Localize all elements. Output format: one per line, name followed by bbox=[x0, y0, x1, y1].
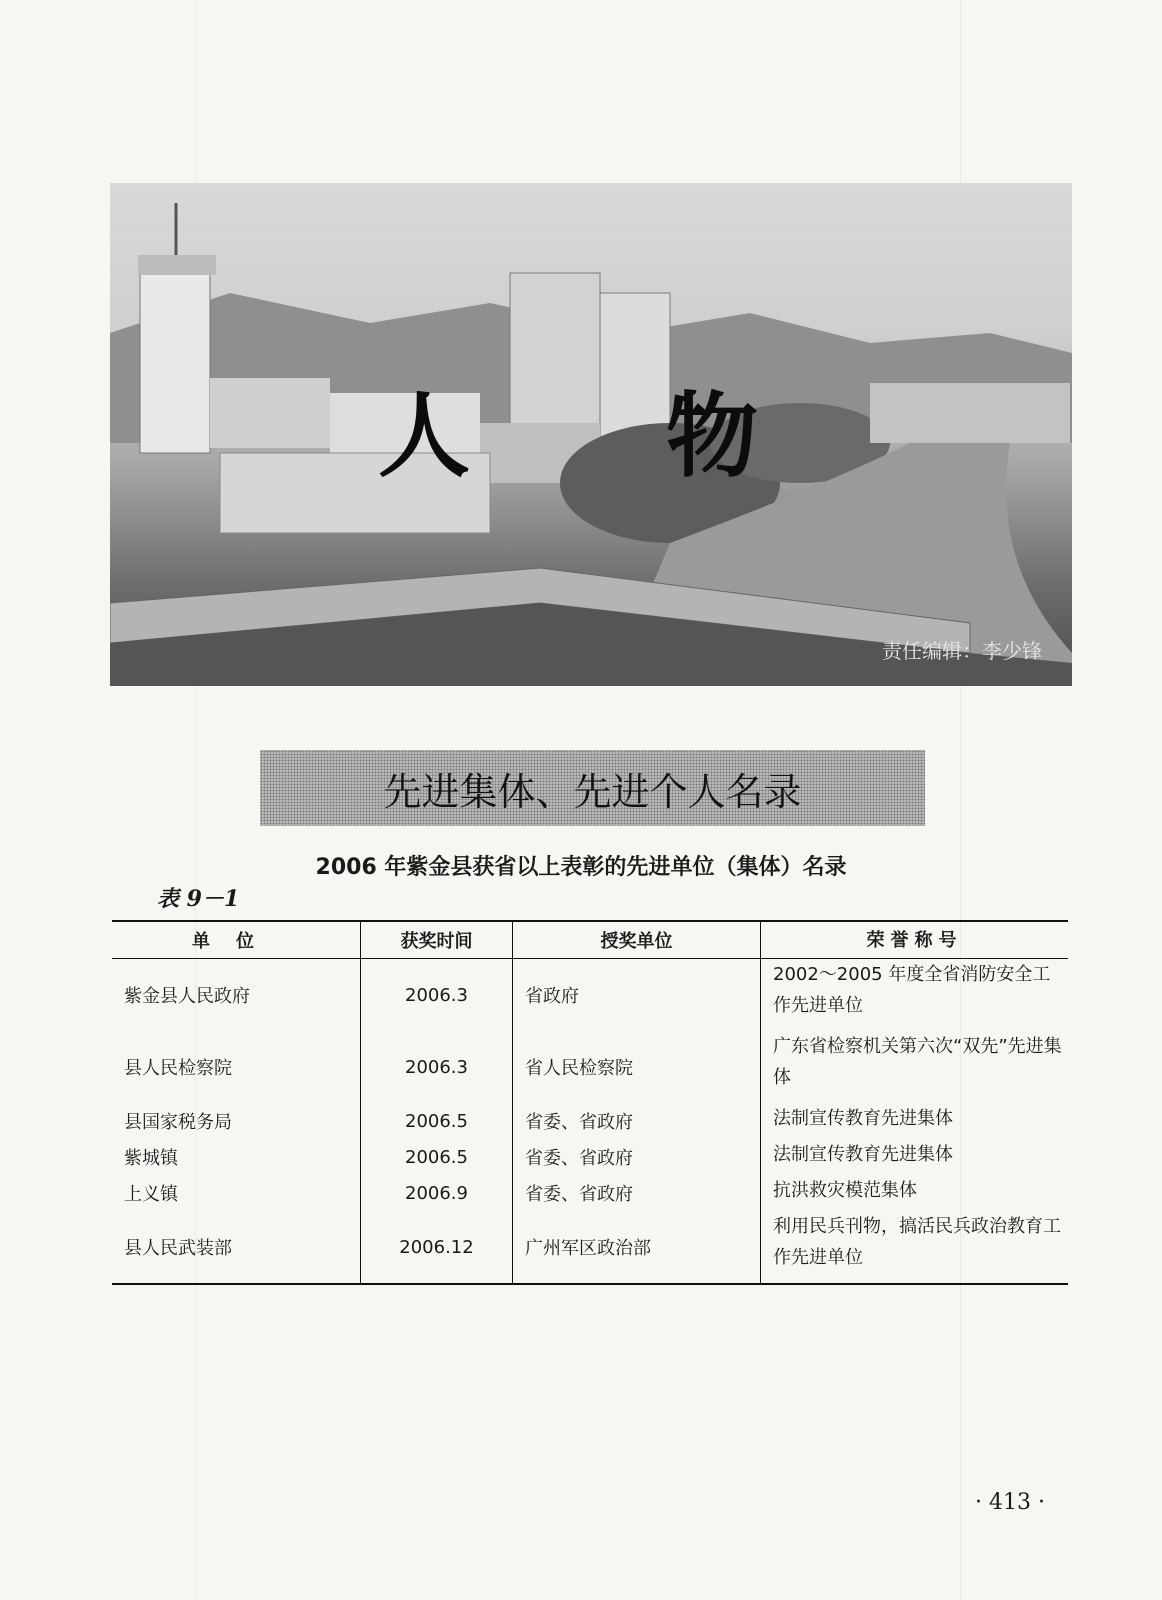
column-header-date: 获奖时间 bbox=[360, 922, 512, 958]
honor-cell: 法制宣传教育先进集体 bbox=[760, 1139, 1068, 1175]
column-header-honor: 荣誉称号 bbox=[760, 922, 1068, 958]
table-row bbox=[112, 1103, 1068, 1139]
honor-cell: 抗洪救灾模范集体 bbox=[760, 1175, 1068, 1211]
unit-cell: 县国家税务局 bbox=[124, 1112, 232, 1133]
city-skyline-illustration bbox=[110, 183, 1072, 686]
table-title: 2006 年紫金县获省以上表彰的先进单位（集体）名录 bbox=[315, 855, 847, 880]
table-row bbox=[112, 1211, 1068, 1283]
honor-cell: 法制宣传教育先进集体 bbox=[760, 1103, 1068, 1139]
column-header-unit: 单位 bbox=[192, 931, 280, 952]
page-number: · 413 · bbox=[975, 1490, 1045, 1515]
honor-cell: 利用民兵刊物，搞活民兵政治教育工作先进单位 bbox=[760, 1211, 1068, 1283]
date-cell: 2006.5 bbox=[360, 1103, 512, 1139]
unit-cell: 上义镇 bbox=[124, 1184, 178, 1205]
unit-cell: 紫金县人民政府 bbox=[124, 986, 250, 1007]
table-header-row bbox=[112, 922, 1068, 959]
awarder-cell: 省委、省政府 bbox=[512, 1103, 760, 1139]
banner-title-left: 人 bbox=[378, 382, 471, 490]
awarder-cell: 省人民检察院 bbox=[512, 1031, 760, 1103]
table-number: 表 9－1 bbox=[157, 886, 240, 912]
editor-credit: 责任编辑：李少锋 bbox=[882, 639, 1042, 663]
banner-photo bbox=[110, 183, 1072, 686]
date-cell: 2006.5 bbox=[360, 1139, 512, 1175]
date-cell: 2006.9 bbox=[360, 1175, 512, 1211]
date-cell: 2006.3 bbox=[360, 959, 512, 1031]
section-title: 先进集体、先进个人名录 bbox=[260, 750, 925, 826]
date-cell: 2006.12 bbox=[360, 1211, 512, 1283]
table-row bbox=[112, 1139, 1068, 1175]
unit-cell: 县人民武装部 bbox=[124, 1238, 232, 1259]
table-row bbox=[112, 1031, 1068, 1103]
honor-cell: 广东省检察机关第六次“双先”先进集体 bbox=[760, 1031, 1068, 1103]
honors-table bbox=[112, 920, 1068, 1285]
banner-title-right: 物 bbox=[666, 382, 759, 490]
table-row bbox=[112, 959, 1068, 1031]
awarder-cell: 省委、省政府 bbox=[512, 1175, 760, 1211]
unit-cell: 县人民检察院 bbox=[124, 1058, 232, 1079]
honor-cell: 2002～2005 年度全省消防安全工作先进单位 bbox=[760, 959, 1068, 1031]
awarder-cell: 省政府 bbox=[512, 959, 760, 1031]
date-cell: 2006.3 bbox=[360, 1031, 512, 1103]
unit-cell: 紫城镇 bbox=[124, 1148, 178, 1169]
table-row bbox=[112, 1175, 1068, 1211]
column-header-awarder: 授奖单位 bbox=[512, 922, 760, 958]
awarder-cell: 省委、省政府 bbox=[512, 1139, 760, 1175]
awarder-cell: 广州军区政治部 bbox=[512, 1211, 760, 1283]
